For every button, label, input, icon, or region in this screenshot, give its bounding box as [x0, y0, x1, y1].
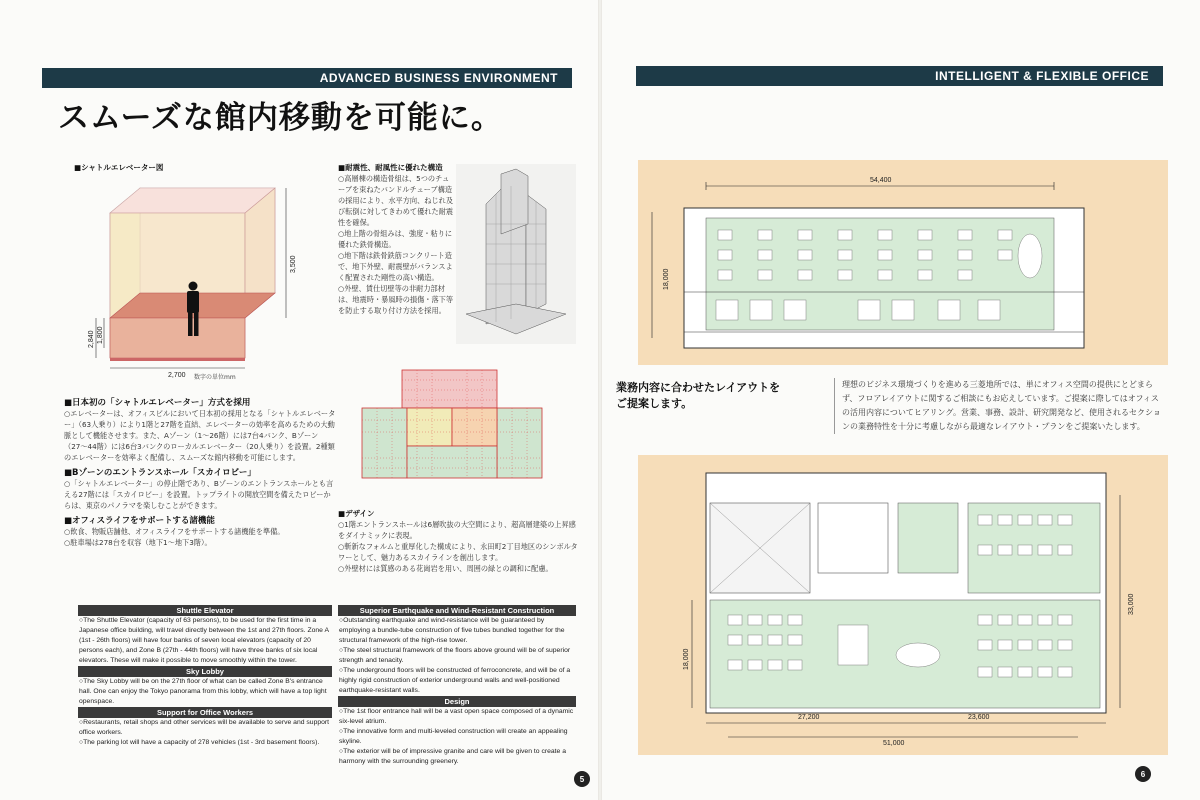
jp-section-heading: ■日本初の「シャトルエレベーター」方式を採用	[64, 398, 251, 408]
plan1-width-dim: 54,400	[870, 177, 892, 184]
jp-section-body: ○「シャトルエレベーター」の停止階であり、Bゾーンのエントランスホールとも言える27階には「スカイロビー」を設置。トップライトの開放空間を備えたロビーからは、東京のパノラマを楽しむことができます。	[64, 479, 334, 510]
right-page	[602, 0, 1200, 800]
structure-heading: ■耐震性、耐風性に優れた構造	[338, 163, 443, 172]
design-heading: ■デザイン	[338, 509, 375, 518]
plan2-dim-height-left: 18,000	[683, 648, 690, 670]
lead-title-line-1: 業務内容に合わせたレイアウトを	[616, 381, 781, 394]
jp-section-heading: ■Bゾーンのエントランスホール「スカイロビー」	[64, 468, 256, 478]
english-body: ○Outstanding earthquake and wind-resistance will be guaranteed by employing a bundle-tube construction of five tubes bundled together for the structural framework of the high-rise tower. ○The steel structural framework of the floors above ground will be of superior strength and tenacity. ○The underground floors will be constructed of ferroconcrete, and will be of a highly rigid construction of exterior underground walls and well-positioned earthquake-resistant walls.	[339, 617, 571, 694]
jp-section-body: ○飲食、物販店舗他、オフィスライフをサポートする諸機能を準備。 ○駐車場は278台を収容（地下1〜地下3階）。	[64, 527, 285, 547]
page-title: スムーズな館内移動を可能に。	[58, 100, 503, 136]
section-header-bar	[42, 68, 572, 88]
lead-body-text: 理想のビジネス環境づくりを進める三菱地所では、単にオフィス空間の提供にとどまらず、フロアレイアウトに関するご相談にもお応えしています。ご提案に際してはオフィスの活用内容についてヒアリング。営業、事務、設計、研究開発など、使用されるセクションの業務特性を十分に考慮しながら最適なレイアウト・プランをご提案いたします。	[834, 378, 1164, 434]
structure-item: ○地下階は鉄骨鉄筋コンクリート造で、地下外壁、耐震壁がバランスよく配置された剛性の高い構造。	[338, 251, 453, 282]
english-block-right	[338, 605, 576, 767]
english-heading: Design	[338, 696, 576, 707]
structure-item: ○外壁、賃仕切壁等の非耐力部材は、地震時・暴風時の損傷・落下等を防止する取り付け方法を採用。	[338, 284, 454, 315]
unit-note: 数字の単位mm	[194, 374, 236, 381]
english-heading: Shuttle Elevator	[78, 605, 332, 616]
dim-depth2-label: 1,800	[97, 326, 104, 344]
page-number: 5	[574, 771, 590, 787]
jp-sections-left	[64, 394, 336, 548]
english-body: ○The 1st floor entrance hall will be a vast open space composed of a dynamic six-level atrium. ○The innovative form and multi-leveled construction will create an appealing skyline. ○The exterior will be of impressive granite and care will be given to create a harmony with the surrounding greenery.	[339, 708, 574, 765]
plan1-height-dim: 18,000	[663, 268, 670, 290]
section-header-bar	[636, 66, 1163, 86]
design-item: ○1階エントランスホールは6層吹抜の大空間により、超高層建築の上昇感をダイナミックに表現。	[338, 520, 576, 540]
jp-section-shuttle	[64, 396, 336, 463]
design-section	[338, 508, 578, 574]
dim-height-label: 3,500	[290, 255, 297, 273]
floor-plan-2-panel	[638, 455, 1168, 755]
elevator-diagram	[90, 178, 310, 388]
structure-item: ○高層棟の構造骨組は、5つのチューブを束ねたバンドルチューブ構造の採用により、水平方向、ねじれ及び転倒に対してきわめて優れた耐震性を確保。	[338, 174, 454, 227]
bundle-tube-plan-diagram	[362, 370, 542, 486]
floor-plan-2	[638, 455, 1168, 755]
elevator-diagram-title: ■シャトルエレベーター図	[74, 163, 164, 172]
left-page	[0, 0, 598, 800]
plan2-dim-total: 51,000	[883, 740, 905, 747]
english-heading: Support for Office Workers	[78, 707, 332, 718]
design-item: ○斬新なフォルムと重厚化した構成により、永田町2丁目地区のシンボルタワーとして、魅力あるスカイラインを創出します。	[338, 542, 578, 562]
tower-structure-illustration	[456, 164, 576, 344]
plan2-dim-height-right: 33,000	[1128, 593, 1135, 615]
plan2-dim-right: 23,600	[968, 714, 990, 721]
english-block-left	[78, 605, 332, 748]
floor-plan-1-panel	[638, 160, 1168, 365]
design-item: ○外壁材には質感のある花崗岩を用い、周囲の緑との調和に配慮。	[338, 564, 553, 573]
english-body: ○Restaurants, retail shops and other services will be available to serve and support office workers. ○The parking lot will have a capacity of 278 vehicles (1st - 3rd basement floors).	[79, 719, 330, 746]
structure-section	[338, 162, 456, 316]
dim-depth1-label: 2,840	[88, 330, 95, 348]
jp-section-body: ○エレベーターは、オフィスビルにおいて日本初の採用となる「シャトルエレベーター」（63人乗り）により1階と27階を直結、エレベーターの効率を高めるための大動脈として機能させます。また、Aゾーン（1〜26階）には7台4バンク、Bゾーン（27〜44階）には6台3バンクのローカルエレベーター（20人乗り）を設置。2種類のエレベーターを効率よく配備し、スムーズな館内移動を可能にします。	[64, 409, 336, 462]
lead-title	[616, 380, 780, 412]
dim-width-label: 2,700	[168, 372, 186, 379]
jp-section-support	[64, 514, 336, 548]
floor-plan-1	[638, 160, 1168, 365]
section-header-text: ADVANCED BUSINESS ENVIRONMENT	[319, 71, 558, 85]
page-number: 6	[1135, 766, 1151, 782]
plan2-dim-left: 27,200	[798, 714, 820, 721]
english-heading: Superior Earthquake and Wind-Resistant Construction	[338, 605, 576, 616]
jp-section-skylobby	[64, 466, 336, 511]
section-header-text: INTELLIGENT & FLEXIBLE OFFICE	[935, 69, 1149, 83]
jp-section-heading: ■オフィスライフをサポートする諸機能	[64, 516, 215, 526]
english-body: ○The Shuttle Elevator (capacity of 63 persons), to be used for the first time in a Japanese office building, will travel directly between the 1st and 27th floors. Zone A (1st - 26th floors) will have four banks of seven local elevators (capacity of 20 persons each), and Zone B (27th - 44th floors) will have three banks of six local elevators. These will make it possible to move smoothly within the tower.	[79, 617, 329, 664]
lead-title-line-2: ご提案します。	[616, 397, 693, 410]
english-body: ○The Sky Lobby will be on the 27th floor of what can be called Zone B's entrance hall. One can enjoy the Tokyo panorama from this lobby, which will have a top light openspace.	[79, 678, 327, 705]
english-heading: Sky Lobby	[78, 666, 332, 677]
structure-item: ○地上階の骨組みは、強度・粘りに優れた鉄骨構造。	[338, 229, 453, 249]
